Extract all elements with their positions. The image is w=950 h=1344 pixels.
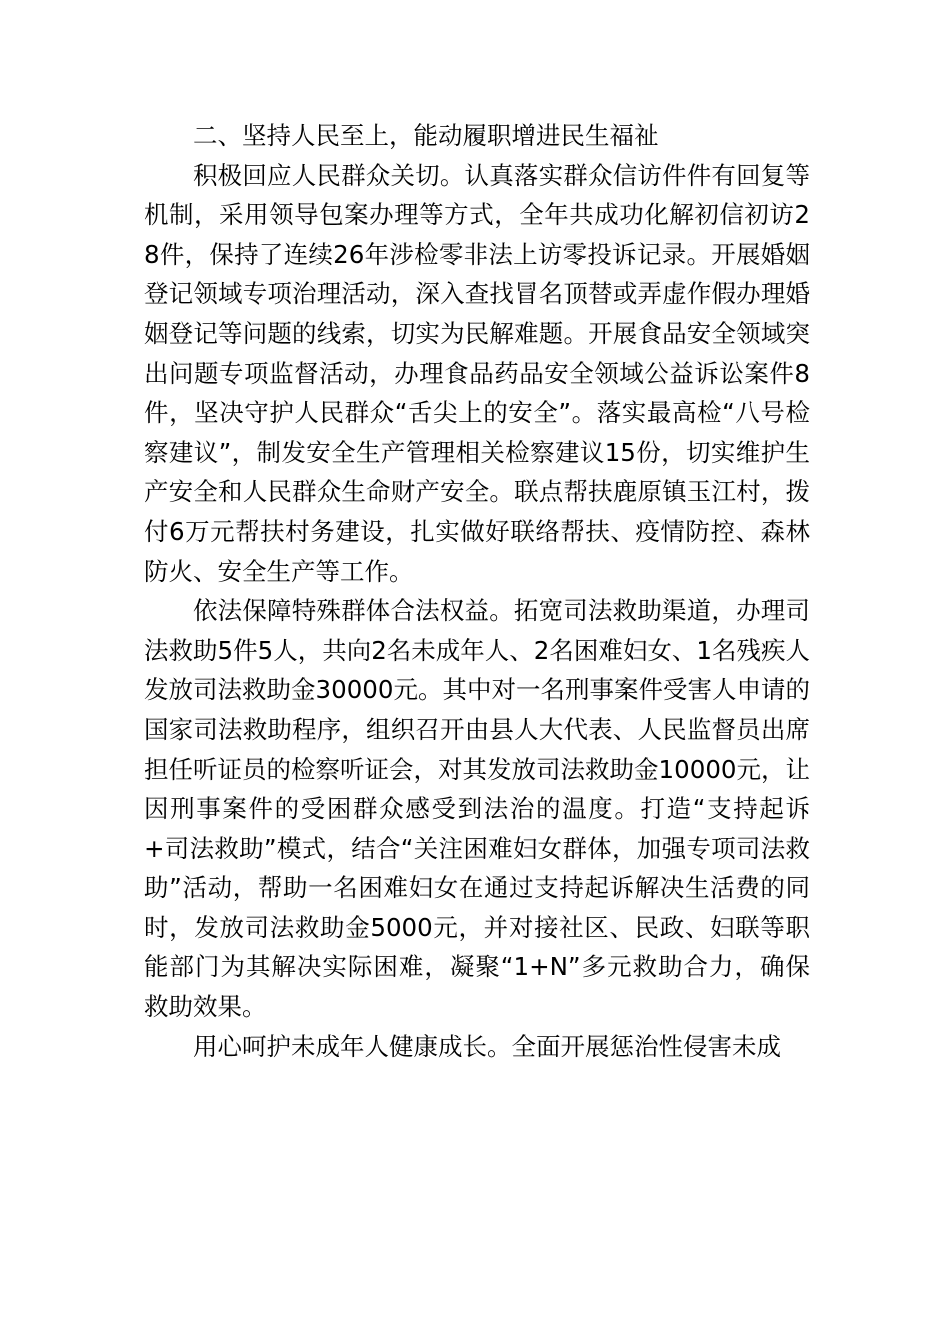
paragraph-minors: 用心呵护未成年人健康成长。全面开展惩治性侵害未成 — [193, 1031, 781, 1061]
paragraph-special-groups: 依法保障特殊群体合法权益。拓宽司法救助渠道，办理司法救助5件5人，共向2名未成年人、2名困难妇女、1名残疾人发放司法救助金30000元。其中对一名刑事案件受害人申请的国家司法救助程序，组织召开由县人大代表、人民监督员出席担任听证员的检察听证会，对其发放司法救助金10000元，让因刑事案件的受困群众感受到法治的温度。打造“支持起诉+司法救助”模式，结合“关注困难妇女群体，加强专项司法救助”活动，帮助一名困难妇女在通过支持起诉解决生活费的同时，发放司法救助金5000元，并对接社区、民政、妇联等职能部门为其解决实际困难，凝聚“1+N”多元救助合力，确保救助效果。 — [144, 596, 810, 1022]
document-body — [144, 116, 810, 1066]
section-heading: 二、坚持人民至上，能动履职增进民生福祉 — [193, 121, 659, 150]
paragraph-public-concerns: 积极回应人民群众关切。认真落实群众信访件件有回复等机制，采用领导包案办理等方式，全年共成功化解初信初访28件，保持了连续26年涉检零非法上访零投诉记录。开展婚姻登记领域专项治理活动，深入查找冒名顶替或弄虚作假办理婚姻登记等问题的线索，切实为民解难题。开展食品安全领域突出问题专项监督活动，办理食品药品安全领域公益诉讼案件8件，坚决守护人民群众“舌尖上的安全”。落实最高检“八号检察建议”，制发安全生产管理相关检察建议15份，切实维护生产安全和人民群众生命财产安全。联点帮扶鹿原镇玉江村，拨付6万元帮扶村务建设，扎实做好联络帮扶、疫情防控、森林防火、安全生产等工作。 — [144, 160, 810, 586]
